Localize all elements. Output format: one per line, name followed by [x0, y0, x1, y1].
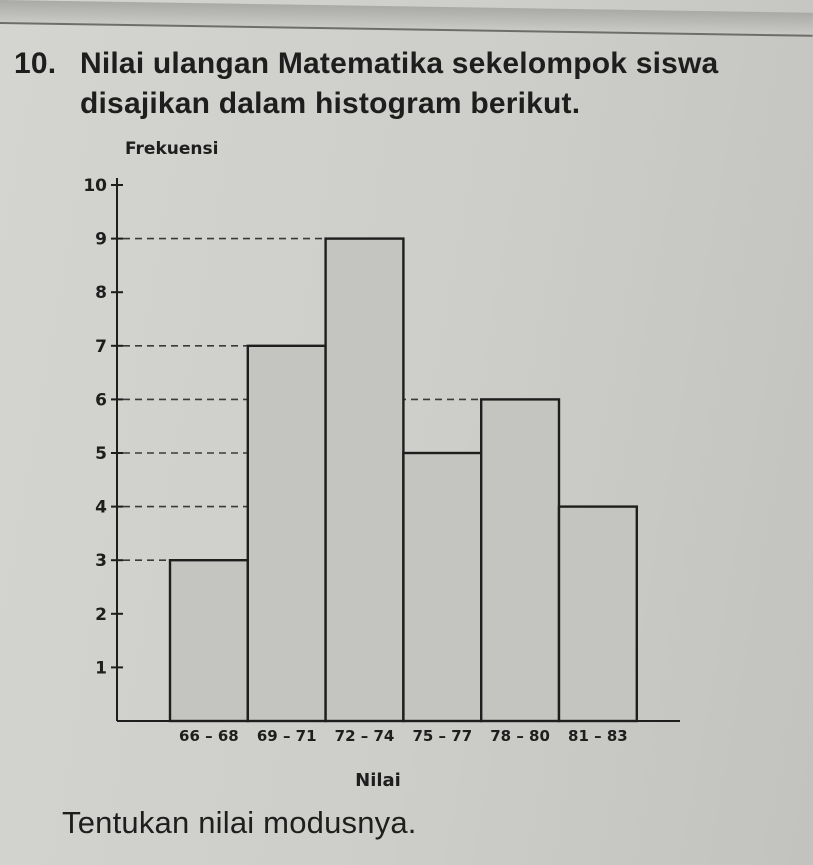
histogram-svg: [0, 130, 813, 800]
bar: [248, 346, 326, 721]
bar: [403, 453, 481, 721]
y-tick-label: 1: [95, 658, 107, 679]
bars: [170, 239, 637, 721]
question-text: [14, 44, 804, 124]
y-tick-label: 3: [95, 551, 107, 572]
y-tick-label: 4: [95, 497, 107, 518]
x-axis-label: Nilai: [355, 770, 401, 791]
y-tick-label: 9: [95, 229, 107, 250]
bar: [326, 239, 404, 721]
y-tick-label: 10: [83, 176, 107, 196]
y-tick-label: 5: [95, 444, 107, 464]
y-tick-label: 7: [95, 336, 107, 357]
x-tick-labels: [179, 727, 628, 745]
question-line-2: disajikan dalam histogram berikut.: [80, 87, 581, 120]
y-tick-label: 2: [95, 604, 107, 625]
x-tick-label: 66 – 68: [179, 727, 239, 745]
histogram: [0, 130, 813, 800]
bar: [170, 560, 248, 721]
x-tick-label: 78 – 80: [490, 727, 550, 745]
bar: [559, 507, 637, 721]
question-number: 10.: [14, 47, 57, 80]
question-line-1: Nilai ulangan Matematika sekelompok siswa: [80, 47, 719, 80]
question-prompt: Tentukan nilai modusnya.: [62, 805, 417, 840]
bar: [481, 399, 559, 721]
x-tick-label: 69 – 71: [256, 727, 317, 745]
y-axis-label: Frekuensi: [125, 139, 219, 159]
x-tick-label: 72 – 74: [334, 727, 395, 745]
x-tick-label: 75 – 77: [412, 727, 473, 745]
y-tick-label: 6: [95, 390, 107, 411]
x-tick-label: 81 – 83: [568, 727, 628, 745]
y-tick-label: 8: [95, 283, 107, 304]
